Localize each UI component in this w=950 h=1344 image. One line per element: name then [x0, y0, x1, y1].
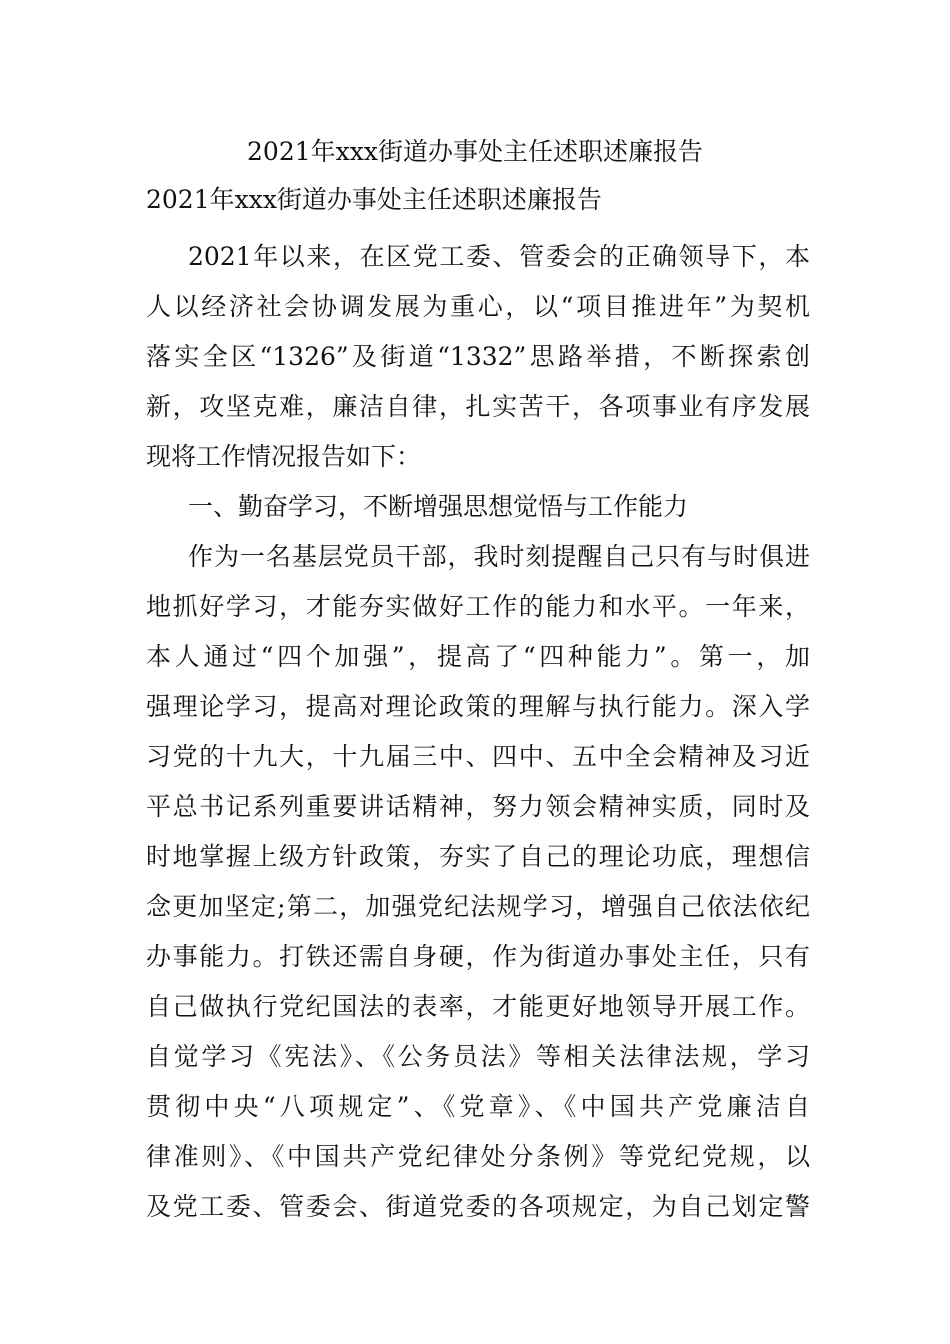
paragraph-line-3: 落实全区“1326”及街道“1332”思路举措，不断探索创 [146, 342, 810, 371]
paragraph-line-17: 自觉学习《宪法》、《公务员法》等相关法律法规，学习 [146, 1042, 810, 1071]
document-title: 2021年xxx街道办事处主任述职述廉报告 [247, 137, 703, 166]
paragraph-line-13: 时地掌握上级方针政策，夯实了自己的理论功底，理想信 [146, 842, 810, 871]
section-heading-1: 一、勤奋学习，不断增强思想觉悟与工作能力 [188, 492, 689, 521]
paragraph-line-20: 及党工委、管委会、街道党委的各项规定，为自己划定警 [146, 1192, 810, 1221]
paragraph-line-16: 自己做执行党纪国法的表率，才能更好地领导开展工作。 [146, 992, 810, 1021]
paragraph-line-10: 强理论学习，提高对理论政策的理解与执行能力。深入学 [146, 692, 810, 721]
paragraph-line-1: 2021年以来，在区党工委、管委会的正确领导下，本 [188, 242, 810, 271]
paragraph-line-15: 办事能力。打铁还需自身硬，作为街道办事处主任，只有 [146, 942, 810, 971]
paragraph-line-7: 作为一名基层党员干部，我时刻提醒自己只有与时俱进 [188, 542, 810, 571]
paragraph-line-2: 人以经济社会协调发展为重心，以“项目推进年”为契机 [146, 292, 810, 321]
paragraph-line-18: 贯彻中央“八项规定”、《党章》、《中国共产党廉洁自 [146, 1092, 810, 1121]
paragraph-line-14: 念更加坚定;第二，加强党纪法规学习，增强自己依法依纪 [146, 892, 810, 921]
paragraph-line-12: 平总书记系列重要讲话精神，努力领会精神实质，同时及 [146, 792, 810, 821]
paragraph-line-4: 新，攻坚克难，廉洁自律，扎实苦干，各项事业有序发展 [146, 392, 810, 421]
paragraph-line-19: 律准则》、《中国共产党纪律处分条例》等党纪党规，以 [146, 1142, 810, 1171]
paragraph-line-5: 现将工作情况报告如下： [146, 442, 422, 471]
paragraph-line-8: 地抓好学习，才能夯实做好工作的能力和水平。一年来， [146, 592, 810, 621]
paragraph-line-9: 本人通过“四个加强”，提高了“四种能力”。第一，加 [146, 642, 810, 671]
document-subtitle: 2021年xxx街道办事处主任述职述廉报告 [146, 185, 602, 214]
paragraph-line-11: 习党的十九大，十九届三中、四中、五中全会精神及习近 [146, 742, 810, 771]
